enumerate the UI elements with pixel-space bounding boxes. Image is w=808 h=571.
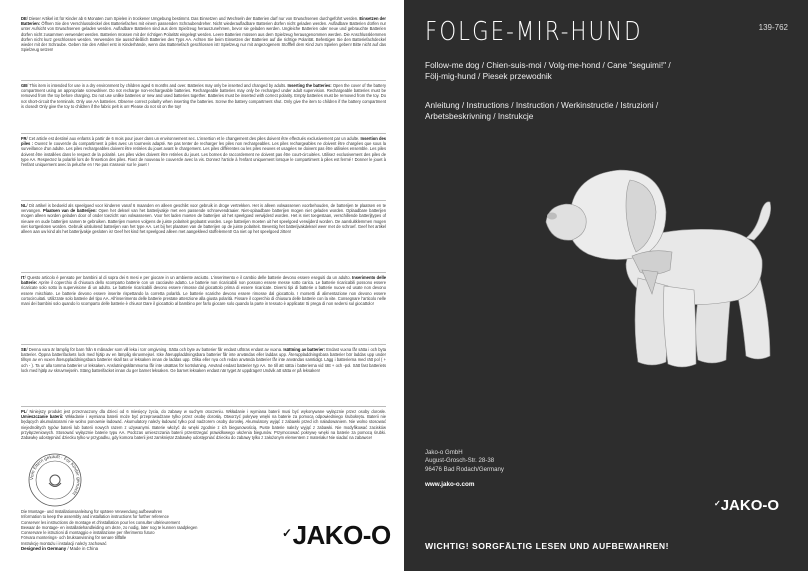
made-in: / Made in China	[66, 546, 99, 551]
dog-illustration	[542, 160, 792, 380]
assembly-line: Conservare le istruzioni di montaggio e installazione per riferimento futuro	[21, 530, 155, 536]
fr-text-1: / Cet article est destiné aux enfants à partir de 6 mois pour jouer dans un environnement sec. L'insertion et le changement des piles doivent être effectués exclusivement par un adulte.	[26, 136, 360, 141]
section-nl	[21, 203, 386, 234]
warning-notice: WICHTIG! SORGFÄLTIG LESEN UND AUFBEWAHREN!	[425, 541, 669, 551]
fr-text-2: Ouvrez le couvercle du compartiment à piles avec un tournevis adapté. Ne pas tenter de recharger les piles non rechargeables. Les piles rechargeables ne doivent être chargées que sous la surveillance d'un adulte. Les piles rechargeables doivent être retirées du jouet avant le chargement. Les piles différentes ou les piles neuves et usagées ne doivent pas être utilisées ensemble. Les piles doivent être installées dans le respect de la polarité. Les piles vides doivent être retirées du jouet. Les bornes de raccordement ne doivent pas être court-circuitées. Utilisez exclusivement des piles de type AA. Respectez la polarité lors de l'insertion des piles. Fixez de nouveau le couvercle avec la vis. Donnez l'article à l'enfant uniquement lorsque le compartiment à piles est fermé ! Donner le jouet à l'enfant uniquement avec la peluche en ! Ne pas s'asseoir sur le jouet !	[21, 141, 386, 168]
pl-text-1: / Niniejszy produkt jest przeznaczony dla dzieci od 6 miesięcy życia, do zabawy w suchym otoczeniu. Wkładanie i wymiana baterii musi być wykonywane wyłącznie przez osoby dorosłe.	[26, 409, 386, 414]
assembly-line: Information to keep the assembly and installation instructions for further reference	[21, 514, 169, 520]
pl-text-2: Wkładanie i wymiana baterii może być przeprowadzane tylko przez osobę dorosłą. Otworzyć pokrywę wnęki na baterie za pomocą odpowiedniego śrubokrętu. Baterii nie będących akumulatorami nie wolno ponownie ładować. Akumulatory należy ładować tylko pod nadzorem osoby dorosłej. Akumulatory wyjąć z zabawki przed ich naładowaniem. Nie wolno stosować niejednolitych typów baterii lub baterii nowych razem z używanymi. Baterie włożyć do wnęki zgodnie z ich biegunowością. Puste baterie należy wyjąć z zabawki. Nie modyfikować zacisków przyłączeniowych. Stosować wyłącznie baterie typu AA. Podczas umieszczania baterii przestrzegać prawidłowego ułożenia biegunów. Przymocować pokrywę wnęki na baterie za pomocą śrubki. Zabawkę udostępniać dziecku tylko w przypadku, gdy komora baterii jest zamknięta! Zabawkę udostępniać dziecku do zabawy tylko z założonym elementem z materiału! Nie siadać na zabawce!	[21, 414, 387, 441]
it-heading: Inserimento delle batterie:	[21, 275, 386, 286]
jako-o-logo: ✓JAKO-O	[282, 520, 391, 550]
assembly-line: Die Montage- und Installationsanleitung für späterе Verwendung aufbewahren	[21, 509, 163, 514]
instructions-line: Anleitung / Instructions / Instruction / Werkinstructie / Istruzioni /	[425, 100, 659, 110]
de-heading: Einsetzen der Batterien:	[21, 16, 387, 27]
gb-text-2: Open the cover of the battery compartment using an appropriate screwdriver. Do not recharge non-rechargeable batteries. Rechargeable batteries may only be recharged under adult supervision. Rechargeable batteries must be removed from the toy before charging. Do not use unlike batteries or new and used batteries together. Batteries must be inserted with correct polarity. Empty batteries must be removed from the toy. Do not short-circuit the terminals. Only use AA batteries. Observe correct polarity when inserting the batteries. Screw the battery compartment shut. Only give the item to children if the battery compartment is closed! Only give the toy to children if the fabric pelt is on! Please do not sit on the toy!	[21, 83, 386, 109]
lang-code-de: DE	[21, 16, 27, 21]
lang-code-pl: PL	[21, 409, 27, 414]
lang-code-gb: GB	[21, 83, 28, 88]
divider	[21, 272, 386, 273]
de-text-1: / Dieser Artikel ist für Kinder ab 6 Monaten zum Spielen in trockener Umgebung bestimmt. Das Einsetzen und Wechseln der Batterien darf nur von Erwachsenen durchgeführt werden.	[26, 16, 359, 21]
subtitle-line: Follow-me dog / Chien-suis-moi / Volg-me-hond / Cane "seguimi!" /	[425, 60, 671, 70]
divider	[21, 80, 386, 81]
section-gb	[21, 83, 386, 109]
seal-text: Vom Eltern gekauft · Für Kinder gemacht	[28, 453, 82, 497]
gb-heading: Inserting the batteries:	[287, 83, 332, 88]
product-title: FOLGE-MIR-HUND	[425, 17, 643, 47]
gb-text-1: / This item is intended for use in a dry environment by children aged 6 months and over. Batteries may only be inserted and changed by adults.	[27, 83, 287, 88]
section-de	[21, 16, 386, 52]
assembly-line: Instrukcję montażu i instalacji należy zachować	[21, 540, 107, 546]
origin-note	[21, 546, 98, 551]
right-page	[404, 0, 808, 571]
divider	[21, 133, 386, 134]
designed-in: Designed in Germany	[21, 546, 67, 551]
product-subtitle	[425, 60, 725, 82]
se-text-2: Endast vuxna får sätta i och byta batterier. Öppna batterifackets lock med hjälp av en lämplig skruvmejsel. Icke återuppladdningsbara batterier får inte användas eller laddas upp. Återuppladdningsbara batterier bör laddas upp under tillsyn av en vuxen återuppladdningsbara batterier skall tas ur leksaken innan de laddas upp. Olika eller nya och redan använda batterier får inte användas samtidigt. Lägg i batterierna med rätt pol ( + och - ). Ta ur alla tomma batterier ur leksaken. Anslutningsklämmorna får inte utsättas för kortslutning. Använd endast batterier typ AA. Se till att sätta i batterierna vid rätt + och -pol. Sätt fast batteriets lock med hjälp av skruvmejseln. Stäng batterifacket innan du ger barnet leksaken. Ge barnet leksaken endast när tyget är uppdraget! Undvik att sätta er på leksaken!	[21, 347, 386, 373]
address-line: Jako-o GmbH	[425, 449, 463, 456]
instructions-line: Arbetsbeskrivning / Instrukcje	[425, 111, 534, 121]
website-link[interactable]: www.jako-o.com	[425, 481, 475, 488]
se-text-1: / Denna vara är lämplig för barn från 6 månader som vill leka i torr omgivning. Sätta och byte av batterier får endast utföras endast av vuxna.	[26, 347, 283, 352]
divider	[21, 344, 386, 345]
nl-text-2: Open het deksel van het batterijvakje met een passende schroevendraaier. Niet-oplaadbare batterijen mogen niet geladen worden. Oplaadbare batterijen mogen alleen worden geladen door of onder toezicht van volwassenen. Voor het laden moeten de batterijen uit het speelgoed verwijderd worden. Het is niet toegestaan, verschillende batterijtypes of nieuwe en oude batterijen samen te gebruiken. Batterijen moeten volgens de juiste polariteit geplaatst worden. Lege batterijen moeten uit het speelgoed verwijderd worden. De aansluitklemmen mogen niet kortgesloten worden. Gebruik uitsluitend batterijen van het type AA. Let bij het plaatsen van de batterijen op de juiste polariteit. Bevestig het batterijvakdeksel weer met de schroef. Geef het artikel alleen aan uw kind als het batterijvakje gesloten is! Geef het kind het speelgoed alleen met aangekleed stoffelement! Ga niet op het speelgoed zitten!	[21, 208, 387, 235]
parents-seal-icon	[27, 452, 83, 508]
lang-code-nl: NL	[21, 203, 27, 208]
divider	[21, 200, 386, 201]
de-text-2: Öffnen Sie den Verschlussdeckel des Batteriefaches mit einem passenden Schraubendreher. Nicht wiederaufladbare Batterien dürfen nicht geladen werden. Aufladbare Batterien dürfen nur unter Aufsicht von Erwachsenen geladen werden. Aufladbare Batterien sind aus dem Spielzeug herauszunehmen, bevor sie geladen werden. Ungleiche Batterien oder neue und gebrauchte Batterien dürfen nicht zusammen verwendet werden. Batterien müssen mit der richtigen Polarität eingelegt werden. Leere Batterien müssen aus dem Spielzeug herausgenommen werden. Die Anschlussklemmen dürfen nicht kurz geschlossen werden. Verwenden Sie ausschließlich Batterien des Typs AA. Achten Sie beim Einsetzen der Batterien auf die richtige Polarität. Befestigen Sie den Batteriefachdeckel wieder mit der Schraube. Geben Sie den Artikel erst in Kinderhände, wenn das Batteriefach geschlossen ist! Spielzeug nur mit angezogenem Stofffell dem Kind zum Spielen geben! Bitte nicht auf das Spielzeug setzen!	[21, 21, 386, 53]
assembly-line: Conserver les instructions de montage et d'installation pour les consulter ultérieurement	[21, 519, 180, 525]
section-fr	[21, 136, 386, 167]
address-line: August-Grosch-Str. 28-38	[425, 457, 495, 465]
assembly-notes	[21, 509, 271, 546]
assembly-line: Förvara monterings- och bruksanvisning för senare tillfälle	[21, 535, 127, 541]
logo-text: JAKO-O	[720, 497, 780, 514]
lang-code-se: SE	[21, 347, 27, 352]
pl-heading: Umieszczanie baterii:	[21, 414, 64, 420]
it-text-1: / Questo articolo è pensato per bambini al di sopra dei 6 mesi e per giocare in un ambiente asciutto. L'inserimento e il cambio delle batterie devono essere eseguiti da un adulto.	[24, 275, 351, 280]
jako-o-logo-right: ✓JAKO-O	[714, 497, 780, 514]
section-se	[21, 347, 386, 373]
company-address	[425, 449, 504, 474]
nl-heading: Plaatsen van de batterijen:	[43, 208, 97, 214]
lang-code-it: IT	[21, 275, 25, 280]
lang-code-fr: FR	[21, 136, 27, 141]
instructions-label	[425, 100, 725, 122]
subtitle-line: Följ-mig-hund / Piesek przewodnik	[425, 71, 552, 81]
article-number: 139-762	[758, 23, 788, 32]
divider	[21, 406, 386, 407]
address-line: 96476 Bad Rodach/Germany	[425, 465, 504, 473]
section-it	[21, 275, 386, 306]
se-heading: Isättning av batterier:	[283, 347, 326, 352]
nl-text-1: / Dit artikel is bedoeld als speelgoed voor kinderen vanaf 6 maanden en alleen geschikt voor gebruik in droge vertrekken. Het is alleen volwassenen voorbehouden, de batterijen te plaatsen en te vervangen.	[21, 203, 386, 214]
assembly-line: Bewaar de montage- en installatiehandleiding om deze, zo nodig, later nog te kunnen raadplegen	[21, 524, 198, 530]
it-text-2: Aprire il coperchio di chiusura dello scomparto batterie con un cacciavite adatto. Le batterie non ricaricabili non possono essere messe sotto carica. Le batterie ricaricabili possono essere ricaricate solo sotto la supervisione di un adulto. Le batterie ricaricabili devono essere rimosse dal giocattolo prima di essere ricaricate. Diversi tipi di batterie o batterie nuove ed usate non devono essere mischiate. Le batterie devono essere inserite rispettando la corretta polarità. Le batterie scariche devono essere rimosse dal giocattolo. I morsetti di alimentazione non devono essere cortocircuitati. Utilizzate solo batterie del tipo AA. All'inserimento delle batterie prestate attenzione alla giusta polarità. Fissare il coperchio di chiusura delle batterie con la vite. Consegnare l'articolo nelle mani dei bambini solo quando lo scomparto delle batterie è chiuso! Dare il giocattolo al bambino per farlo giocare solo quando la parte in tessuto è applicata! Si prega di non sedersi sul giocattolo!	[21, 280, 386, 307]
logo-text: JAKO-O	[292, 520, 391, 550]
fr-heading: Insertion des piles :	[21, 136, 386, 147]
section-pl	[21, 409, 386, 440]
